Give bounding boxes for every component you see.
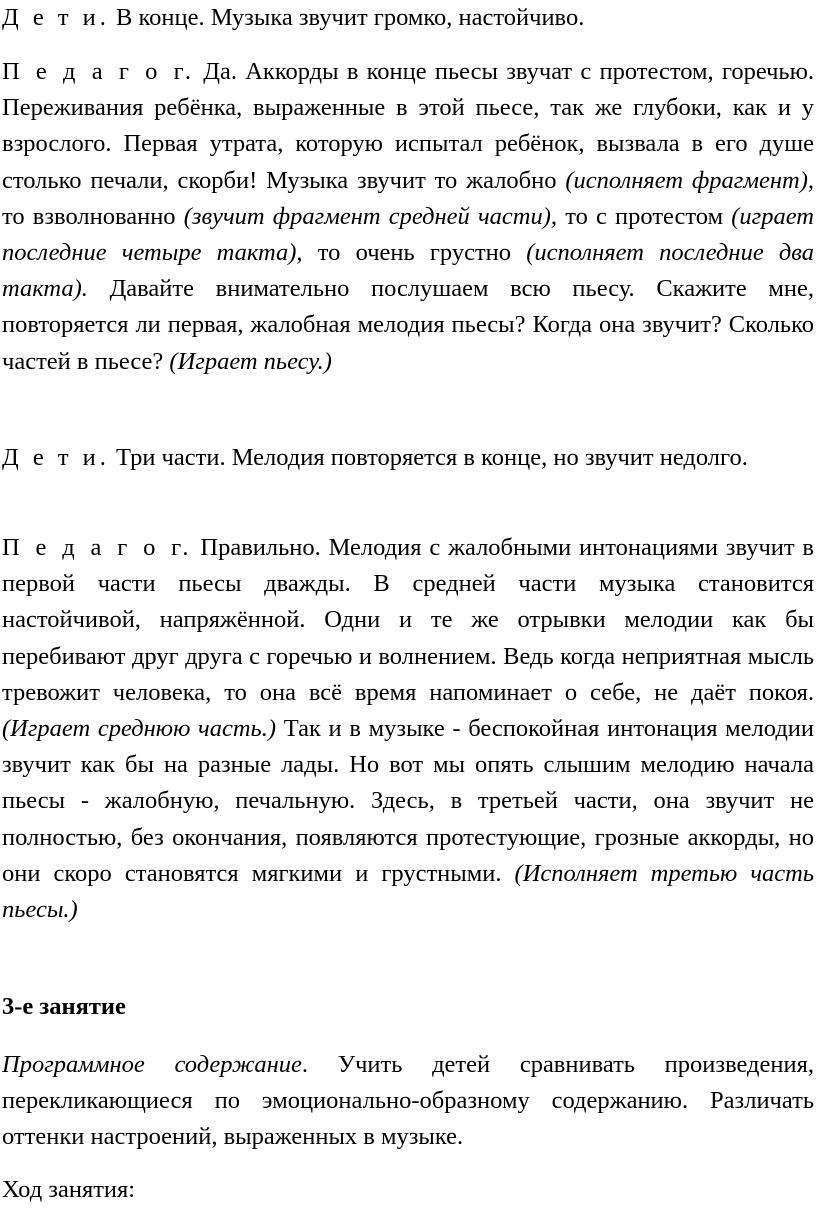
paragraph-program-content [2,1047,814,1156]
paragraph-text: . Учить детей сравнивать произведения, перекликающиеся по эмоционально-образному содержанию. Различать оттенки настроений, выраженных в музыке. [2,1051,814,1151]
speaker-label: Д е т и. [2,4,110,31]
paragraph-text: Давайте внимательно послушаем всю пьесу. Скажите мне, повторяется ли первая, жалобная мелодия пьесы? Когда она звучит? Сколько частей в пьесе? [2,275,814,375]
paragraph-text: Правильно. Мелодия с жалобными интонациями звучит в первой части пьесы дважды. В средней части музыка становится настойчивой, напряжённой. Одни и те же отрывки мелодии как бы перебивают друг друга с горечью и волнением. Ведь когда неприятная мысль тревожит человека, то она всё время напоминает о себе, не даёт покоя. [2,534,814,706]
stage-direction: (исполняет последние два такта). [2,239,814,303]
stage-direction: (Играет среднюю часть.) [2,715,276,743]
paragraph-children-answer-1 [2,0,814,36]
section-heading: 3-е занятие [2,993,126,1020]
stage-direction: (Исполняет третью часть пьесы.) [2,859,815,924]
paragraph-lesson-progress: Ход занятия: [2,1176,136,1203]
stage-direction: (играет последние четыре такта), [2,202,814,267]
speaker-label: П е д а г о г. [2,534,193,561]
paragraph-text: Три части. Мелодия повторяется в конце, но звучит недолго. [109,444,748,471]
speaker-label: Д е т и. [2,444,110,471]
stage-direction: (исполняет фрагмент), [565,166,814,194]
paragraph-text: то с протестом [557,202,732,230]
paragraph-text: то очень грустно [302,239,527,267]
paragraph-text: В конце. Музыка звучит громко, настойчиво. [109,4,585,31]
paragraph-text: Так и в музыке - беспокойная интонация мелодии звучит как бы на разные лады. Но вот мы опять слышим мелодию начала пьесы - жалобную, печальную. Здесь, в третьей части, она звучит не полностью, без окончания, появляются протестующие, грозные аккорды, но они скоро становятся мягкими и грустными. [2,715,815,887]
paragraph-teacher-1 [2,54,814,380]
paragraph-teacher-2 [2,530,814,928]
paragraph-children-answer-2 [2,440,814,476]
stage-direction: (звучит фрагмент средней части), [183,202,558,230]
stage-direction: (Играет пьесу.) [169,347,332,375]
speaker-label: П е д а г о г. [2,58,196,85]
program-content-label: Программное содержание [2,1051,302,1078]
paragraph-text: то взволнованно [2,202,184,230]
paragraph-text: Да. Аккорды в конце пьесы звучат с протестом, горечью. Переживания ребёнка, выраженные в этой пьесе, так же глубоки, как и у взрослого. Первая утрата, которую испытал ребёнок, вызвала в его душе столько печали, скорби! Музыка звучит то жалобно [2,58,815,194]
